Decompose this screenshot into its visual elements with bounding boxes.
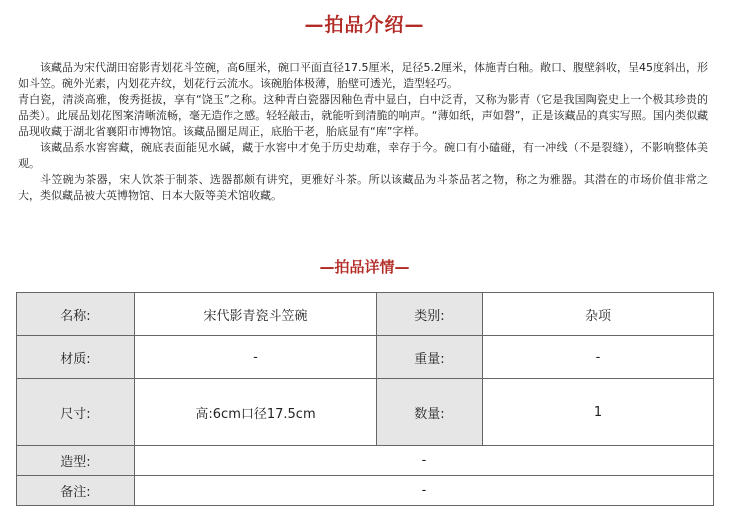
intro-paragraph: 斗笠碗为茶器，宋人饮茶于制茶、选器都颇有讲究，更雅好斗茶。所以该藏品为斗茶品茗之物，称之为雅器。其潜在的市场价值非常之大，类似藏品被大英博物馆、日本大阪等美术馆收藏。 — [18, 173, 708, 202]
category-value: 杂项 — [483, 293, 714, 336]
shape-value: - — [135, 446, 714, 476]
notes-label: 备注: — [17, 476, 135, 506]
size-value: 高:6cm口径17.5cm — [135, 379, 377, 446]
notes-value: - — [135, 476, 714, 506]
name-value: 宋代影青瓷斗笠碗 — [135, 293, 377, 336]
category-label: 类别: — [377, 293, 483, 336]
intro-text — [18, 60, 708, 204]
details-table — [16, 292, 714, 506]
section-title-details: —拍品详情— — [319, 258, 410, 276]
material-value: - — [135, 336, 377, 379]
table-row — [17, 379, 714, 446]
intro-paragraph: 青白瓷，清淡高雅，俊秀挺拔，享有“饶玉”之称。这种青白瓷器因釉色青中显白，白中泛青，又称为影青（它是我国陶瓷史上一个极其珍贵的品类）。此展品划花图案清晰流畅，毫无造作之感。轻轻敲击，就能听到清脆的响声。“薄如纸，声如磬”，正是该藏品的真实写照。国内类似藏品现收藏于湖北省襄阳市博物馆。该藏品圈足周正，底胎干老，胎底显有“库”字样。 — [18, 93, 708, 138]
material-label: 材质: — [17, 336, 135, 379]
size-label: 尺寸: — [17, 379, 135, 446]
weight-value: - — [483, 336, 714, 379]
table-row — [17, 476, 714, 506]
quantity-value: 1 — [483, 379, 714, 446]
weight-label: 重量: — [377, 336, 483, 379]
table-row — [17, 336, 714, 379]
section-title-intro: —拍品介绍— — [304, 14, 425, 36]
table-row — [17, 293, 714, 336]
intro-paragraph: 该藏品为宋代湖田窑影青划花斗笠碗，高6厘米，碗口平面直径17.5厘米，足径5.2厘米，体施青白釉。敞口、腹壁斜收，呈45度斜出，形如斗笠。碗外光素，内划花卉纹，划花行云流水。该碗胎体极薄，胎壁可透光，造型轻巧。 — [18, 61, 708, 90]
intro-paragraph: 该藏品系水窖窖藏，碗底表面能见水碱，藏于水窖中才免于历史劫难，幸存于今。碗口有小磕碰，有一冲线（不是裂缝），不影响整体美观。 — [18, 141, 708, 170]
quantity-label: 数量: — [377, 379, 483, 446]
table-row — [17, 446, 714, 476]
shape-label: 造型: — [17, 446, 135, 476]
name-label: 名称: — [17, 293, 135, 336]
